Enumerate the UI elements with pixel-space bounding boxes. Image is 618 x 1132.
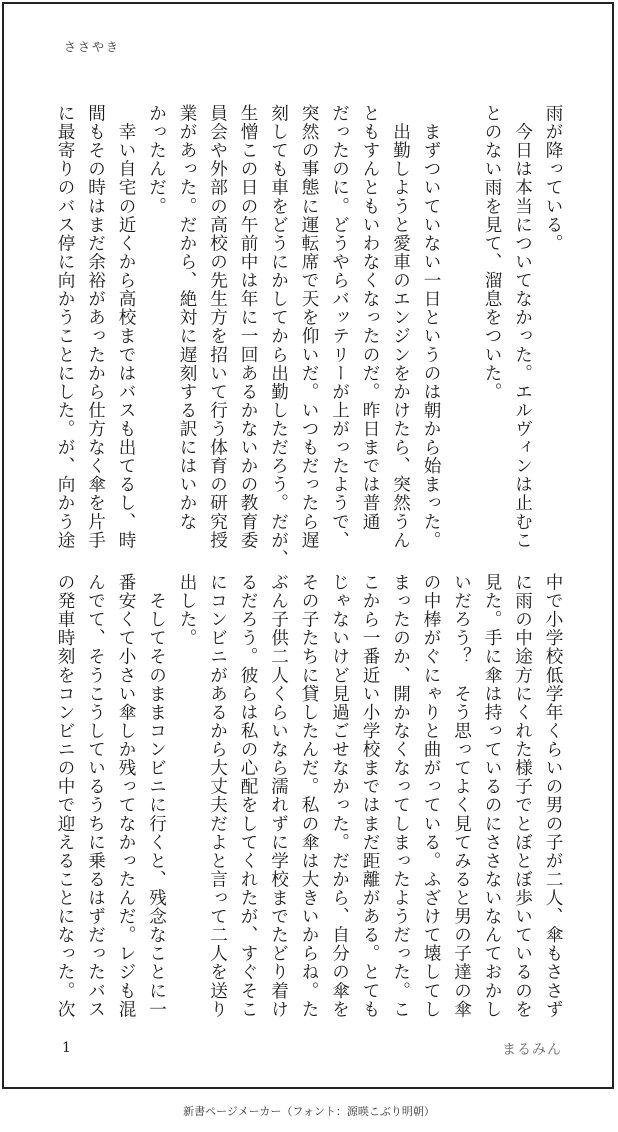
- generator-credit: 新書ページメーカー（フォント：源暎こぶり明朝）: [183, 1105, 435, 1118]
- lower-text-block: 中で小学校低学年くらいの男の子が二人、傘もささず に雨の中途方にくれた様子でとぼとぼ歩いているのを 見た。手に傘は持っているのにささないなんておかし いだろう？ そう思ってよく見てみると男の子達の傘 の中棒がぐにゃりと曲がっている。ふざけて壊してし まったのか、開かなくなってしまったようだった。こ こから一番近い小学校まではまだ距離がある。とても じゃないけど見過ごせなかった。だから、自分の傘を その子たちに貸したんだ。私の傘は大きいからね。た ぶん子供二人くらいなら濡れずに学校までたどり着け るだろう。彼らは私の心配をしてくれたが、すぐそこ にコンビニがあるから大丈夫だよと言って二人を送り 出した。 そしてそのままコンビニに行くと、残念なことに一 番安くて小さい傘しか残ってなかったんだ。レジも混 んでて、そうこうしているうちに乗るはずだったバス の発車時刻をコンビニの中で迎えることになった。次: [55, 573, 563, 1019]
- upper-text-block: 雨が降っている。 今日は本当についてなかった。エルヴィンは止むこ とのない雨を見て、溜息をついた。 まずついていない一日というのは朝から始まった。 出勤しようと愛車のエンジンをかけたら、突然うん ともすんともいわなくなったのだ。昨日までは普通 だったのに。どうやらバッテリーが上がったようで、 突然の事態に運転席で天を仰いだ。いつもだったら遅 刻しても車をどうにかしてから出勤しただろう。だが、 生憎この日の午前中は年に一回あるかないかの教育委 員会や外部の高校の先生方を招いて行う体育の研究授 業があった。だから、絶対に遅刻する訳にはいかな かったんだ。 幸い自宅の近くから高校まではバスも出てるし、時 間もその時はまだ余裕があったから仕方なく傘を片手 に最寄りのバス停に向かうことにした。が、向かう途: [55, 104, 563, 568]
- book-title: ささやき: [64, 40, 121, 54]
- page-number: 1: [62, 1040, 71, 1056]
- book-page: [2, 2, 614, 1089]
- author-name: まるみん: [502, 1042, 562, 1058]
